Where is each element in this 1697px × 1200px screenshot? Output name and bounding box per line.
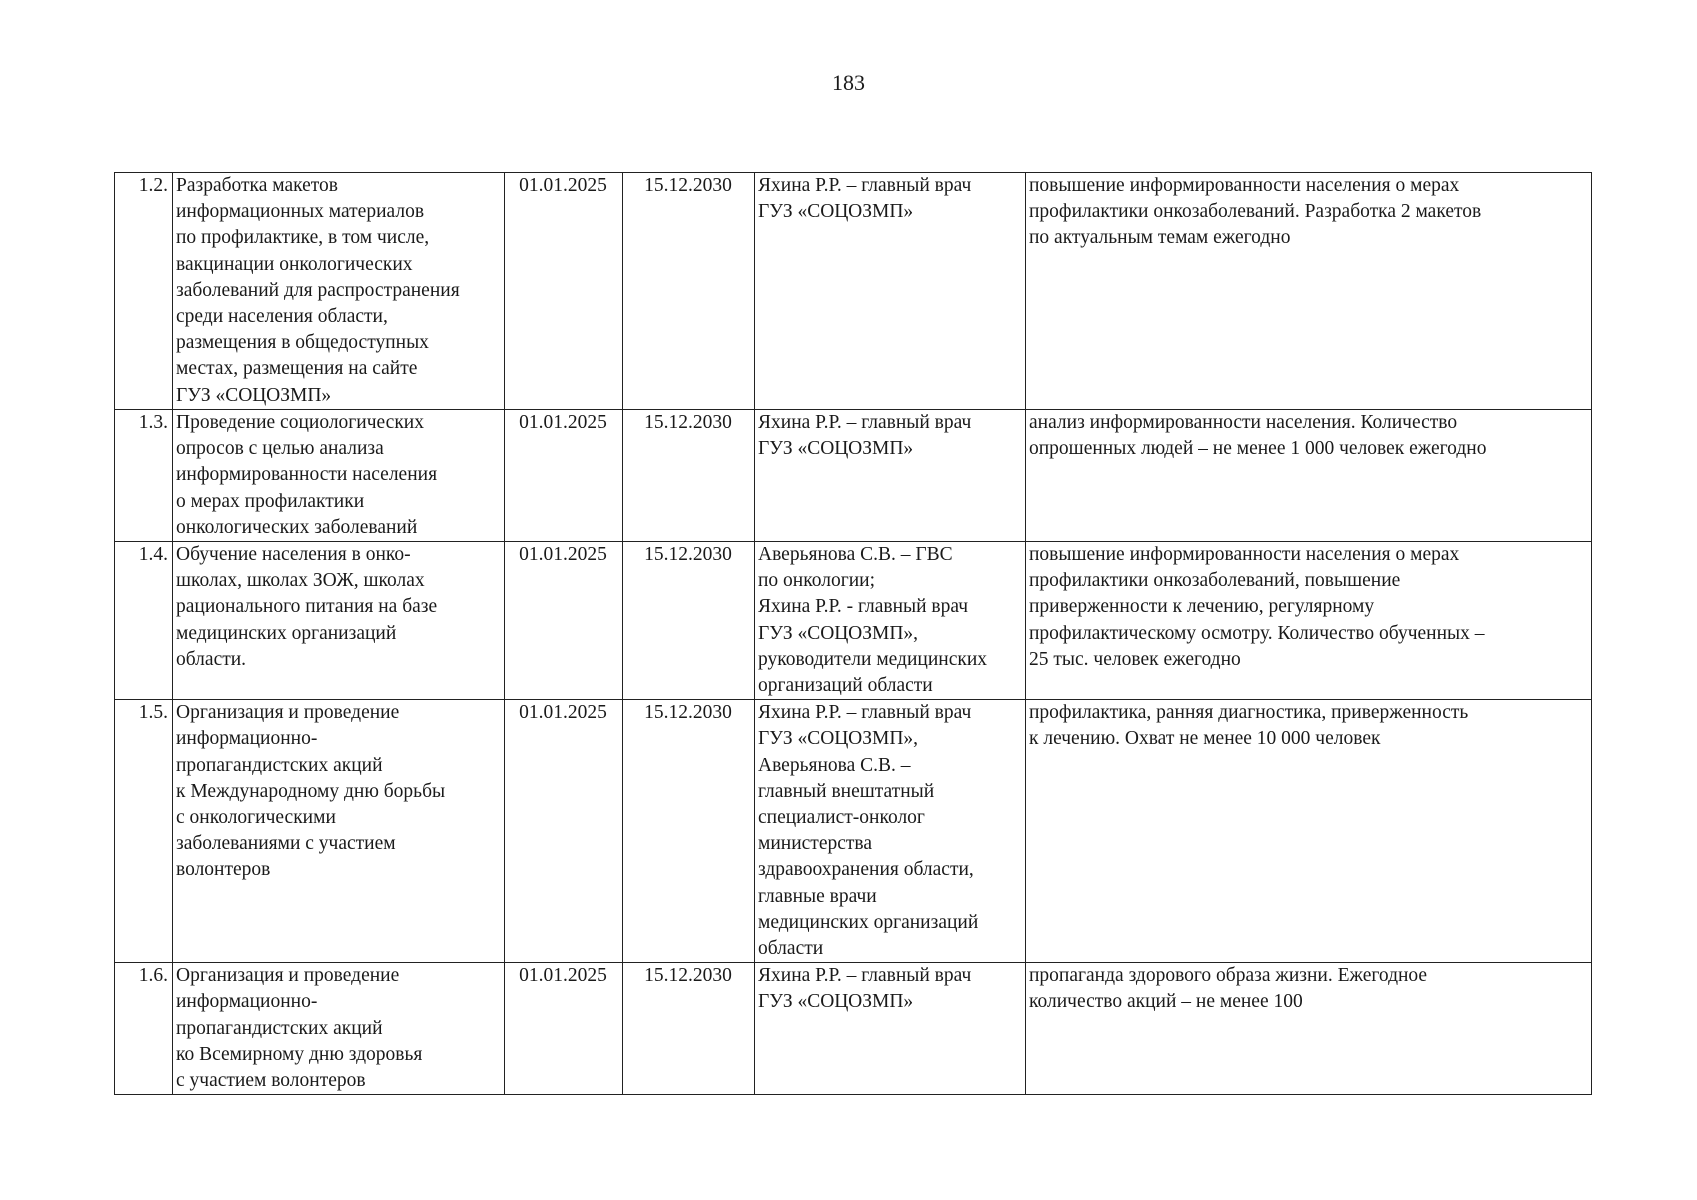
end-date-cell: 15.12.2030 <box>623 173 755 410</box>
activity-cell: Обучение населения в онко- школах, школах ЗОЖ, школах рационального питания на базе медицинских организаций области. <box>173 542 505 700</box>
end-date-cell: 15.12.2030 <box>623 542 755 700</box>
responsible-cell: Яхина Р.Р. – главный врач ГУЗ «СОЦОЗМП» <box>755 963 1026 1095</box>
item-number: 1.4. <box>115 542 173 700</box>
item-number: 1.2. <box>115 173 173 410</box>
activity-cell: Разработка макетов информационных материалов по профилактике, в том числе, вакцинации онкологических заболеваний для распространения среди населения области, размещения в общедоступных местах, размещения на сайте ГУЗ «СОЦОЗМП» <box>173 173 505 410</box>
start-date-cell: 01.01.2025 <box>505 963 623 1095</box>
item-number: 1.5. <box>115 700 173 963</box>
result-cell: повышение информированности населения о мерах профилактики онкозаболеваний. Разработка 2 макетов по актуальным темам ежегодно <box>1026 173 1592 410</box>
end-date-cell: 15.12.2030 <box>623 410 755 542</box>
table-row <box>115 542 1592 700</box>
table-row <box>115 410 1592 542</box>
end-date-cell: 15.12.2030 <box>623 700 755 963</box>
activities-table <box>114 172 1592 1095</box>
start-date-cell: 01.01.2025 <box>505 542 623 700</box>
responsible-cell: Яхина Р.Р. – главный врач ГУЗ «СОЦОЗМП» <box>755 410 1026 542</box>
start-date-cell: 01.01.2025 <box>505 173 623 410</box>
result-cell: повышение информированности населения о мерах профилактики онкозаболеваний, повышение приверженности к лечению, регулярному профилактическому осмотру. Количество обученных – 25 тыс. человек ежегодно <box>1026 542 1592 700</box>
start-date-cell: 01.01.2025 <box>505 700 623 963</box>
table-body <box>115 173 1592 1095</box>
activity-cell: Организация и проведение информационно- пропагандистских акций к Международному дню борьбы с онкологическими заболеваниями с участием волонтеров <box>173 700 505 963</box>
item-number: 1.6. <box>115 963 173 1095</box>
activity-cell: Проведение социологических опросов с целью анализа информированности населения о мерах профилактики онкологических заболеваний <box>173 410 505 542</box>
page-number: 183 <box>832 70 865 95</box>
start-date-cell: 01.01.2025 <box>505 410 623 542</box>
end-date-cell: 15.12.2030 <box>623 963 755 1095</box>
table-row <box>115 173 1592 410</box>
responsible-cell: Яхина Р.Р. – главный врач ГУЗ «СОЦОЗМП», Аверьянова С.В. – главный внештатный специалист-онколог министерства здравоохранения области, главные врачи медицинских организаций области <box>755 700 1026 963</box>
responsible-cell: Яхина Р.Р. – главный врач ГУЗ «СОЦОЗМП» <box>755 173 1026 410</box>
item-number: 1.3. <box>115 410 173 542</box>
result-cell: пропаганда здорового образа жизни. Ежегодное количество акций – не менее 100 <box>1026 963 1592 1095</box>
table-row <box>115 963 1592 1095</box>
result-cell: анализ информированности населения. Количество опрошенных людей – не менее 1 000 человек ежегодно <box>1026 410 1592 542</box>
result-cell: профилактика, ранняя диагностика, приверженность к лечению. Охват не менее 10 000 человек <box>1026 700 1592 963</box>
responsible-cell: Аверьянова С.В. – ГВС по онкологии; Яхина Р.Р. - главный врач ГУЗ «СОЦОЗМП», руководители медицинских организаций области <box>755 542 1026 700</box>
activity-cell: Организация и проведение информационно- пропагандистских акций ко Всемирному дню здоровья с участием волонтеров <box>173 963 505 1095</box>
table-row <box>115 700 1592 963</box>
